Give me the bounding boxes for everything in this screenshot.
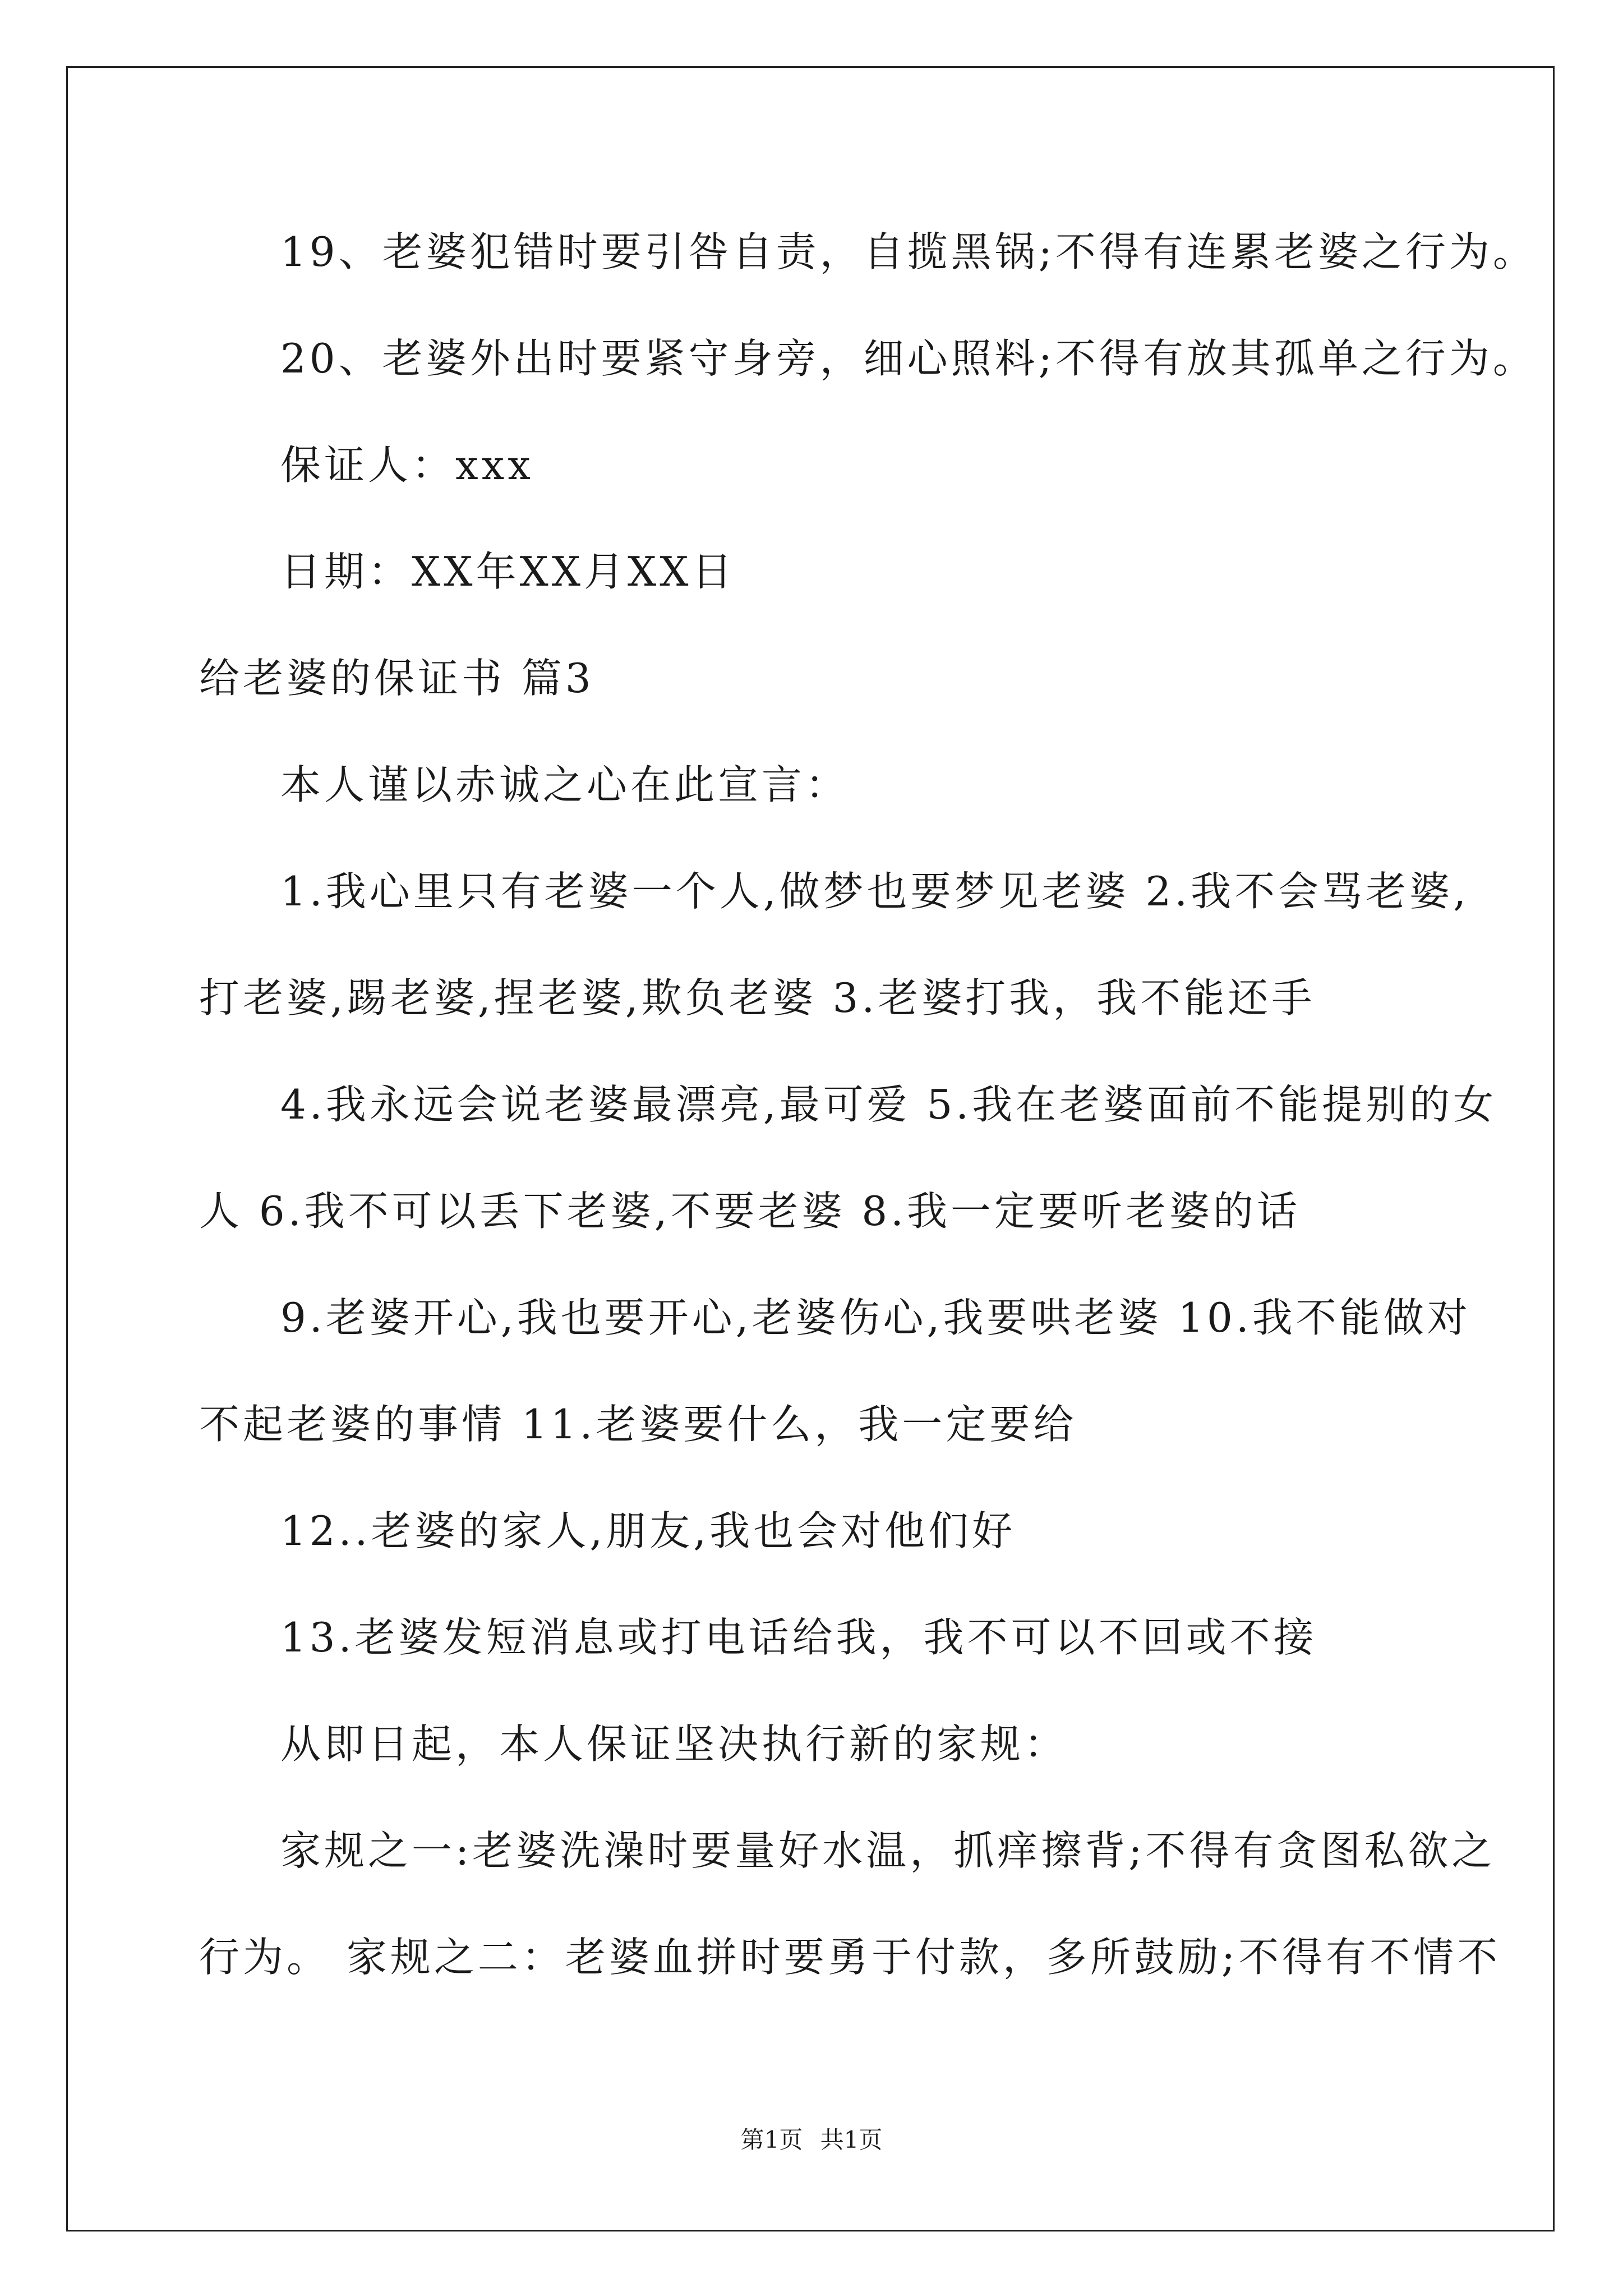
paragraph-pledge-4-cont: 人 6.我不可以丢下老婆,不要老婆 8.我一定要听老婆的话	[199, 1188, 1301, 1235]
paragraph-pledge-4: 4.我永远会说老婆最漂亮,最可爱 5.我在老婆面前不能提别的女	[280, 1081, 1497, 1128]
paragraph-rule-19: 19、老婆犯错时要引咎自责，自揽黑锅;不得有连累老婆之行为。	[280, 228, 1537, 275]
paragraph-house-rule-1: 家规之一:老婆洗澡时要量好水温，抓痒擦背;不得有贪图私欲之	[280, 1827, 1496, 1874]
paragraph-pledge-1-cont: 打老婆,踢老婆,捏老婆,欺负老婆 3.老婆打我，我不能还手	[199, 974, 1316, 1022]
paragraph-pledge-12: 12..老婆的家人,朋友,我也会对他们好	[280, 1507, 1016, 1554]
paragraph-house-rule-1-cont: 行为。 家规之二：老婆血拼时要勇于付款，多所鼓励;不得有不情不	[199, 1934, 1501, 1981]
paragraph-house-rules-intro: 从即日起，本人保证坚决执行新的家规：	[280, 1720, 1068, 1768]
page-footer: 第1页 共1页	[740, 2126, 883, 2154]
section-heading: 给老婆的保证书 篇3	[199, 655, 594, 702]
date-line: 日期：XX年XX月XX日	[280, 548, 736, 595]
guarantor-line: 保证人：xxx	[280, 441, 534, 489]
page-border	[66, 66, 1555, 2231]
paragraph-pledge-1: 1.我心里只有老婆一个人,做梦也要梦见老婆 2.我不会骂老婆,	[280, 868, 1470, 915]
paragraph-pledge-13: 13.老婆发短消息或打电话给我，我不可以不回或不接	[280, 1614, 1317, 1661]
paragraph-declaration: 本人谨以赤诚之心在此宣言：	[280, 761, 850, 808]
paragraph-pledge-9-cont: 不起老婆的事情 11.老婆要什么，我一定要给	[199, 1401, 1077, 1448]
paragraph-rule-20: 20、老婆外出时要紧守身旁，细心照料;不得有放其孤单之行为。	[280, 335, 1537, 382]
paragraph-pledge-9: 9.老婆开心,我也要开心,老婆伤心,我要哄老婆 10.我不能做对	[280, 1294, 1471, 1341]
